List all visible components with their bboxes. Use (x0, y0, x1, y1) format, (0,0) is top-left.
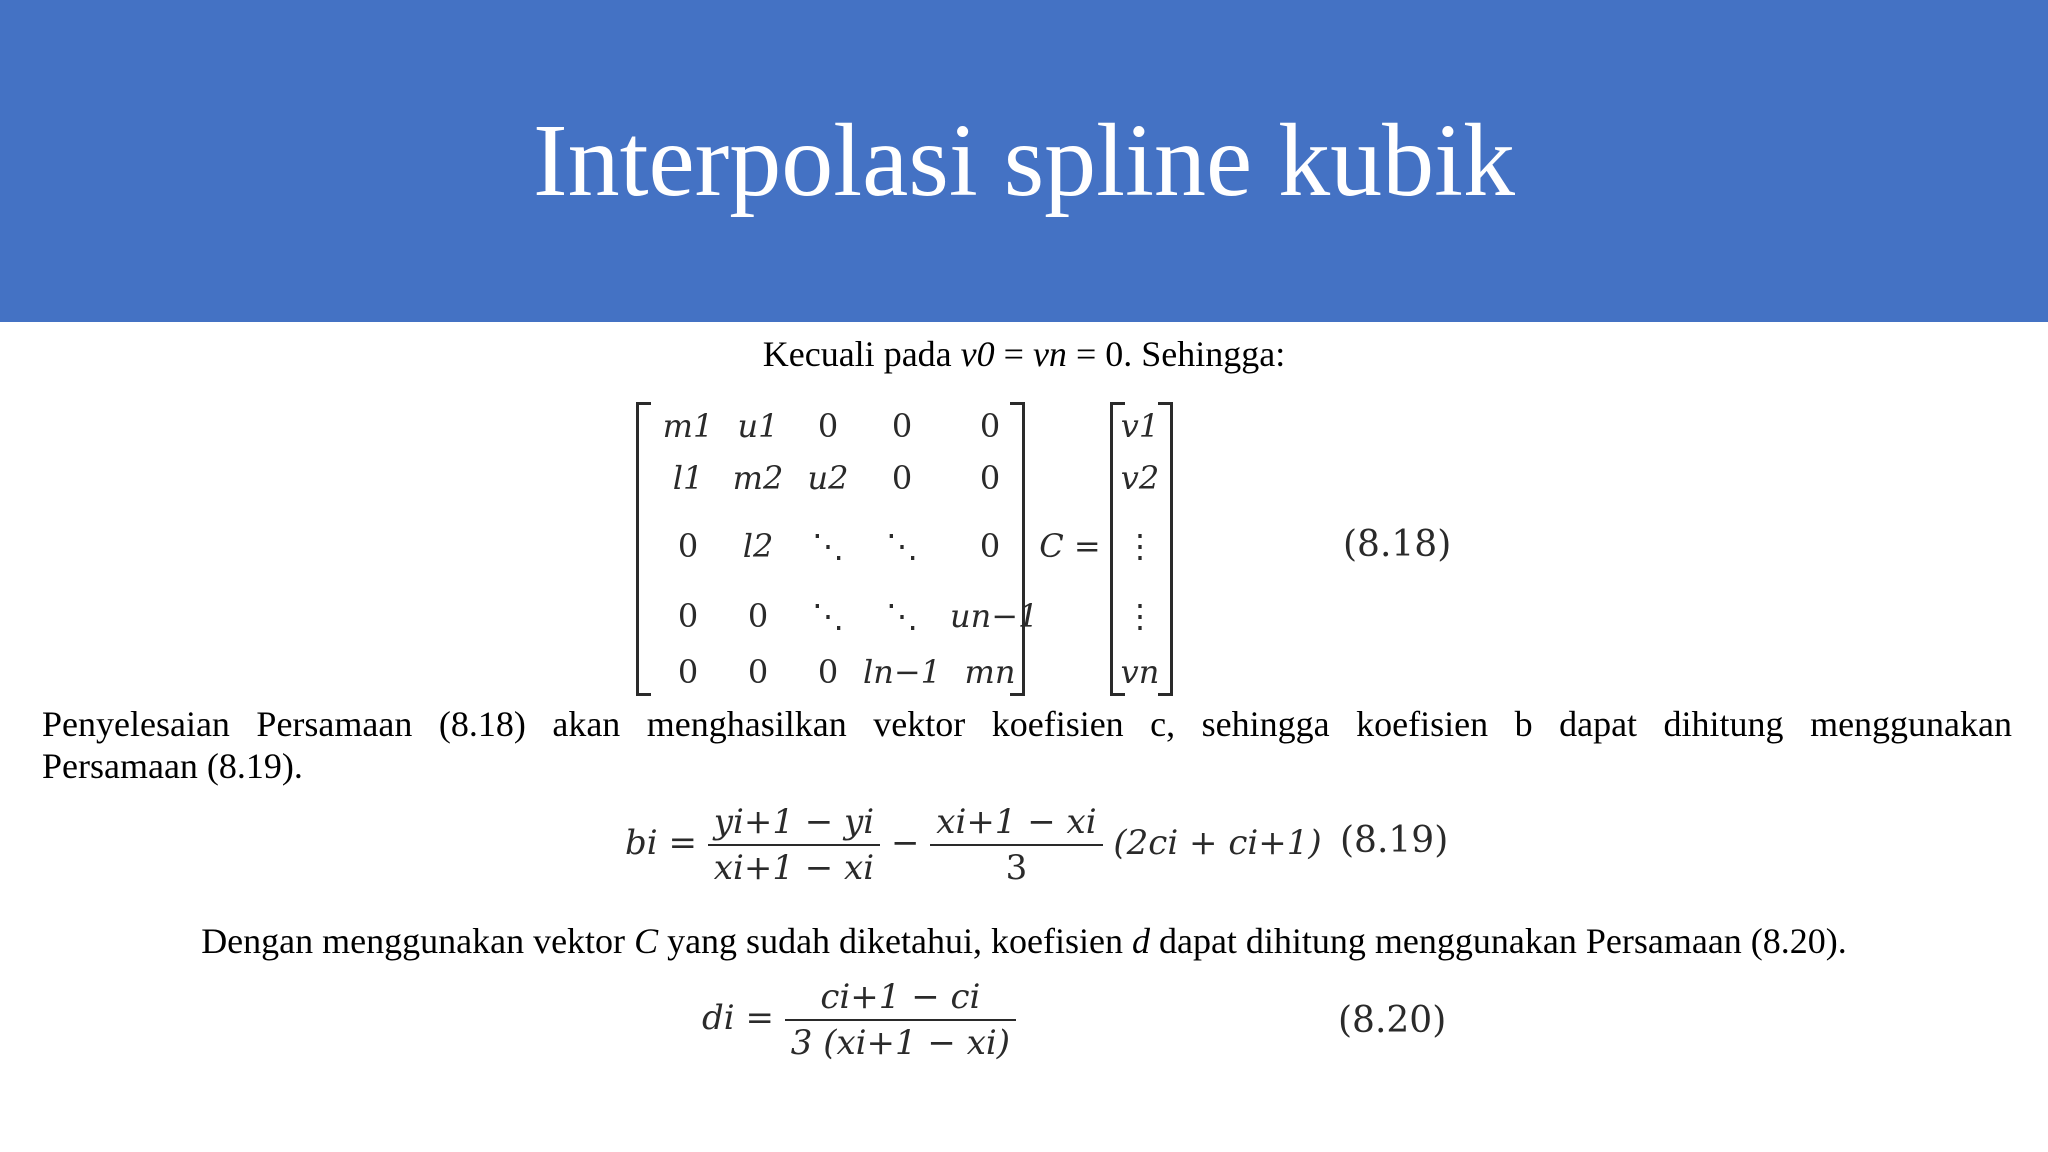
eq819-fraction-1: $\frac{yi+1 - yi}{xi+1 - xi}$ (708, 800, 880, 890)
matrix-cell-r2-c3: u2 (807, 459, 849, 497)
matrix-cell-r2-c1: l1 (672, 459, 704, 497)
equation-8-19: bi = $\frac{yi+1 - yi}{xi+1 - xi}$ − $\frac{xi+1 - xi}{3}$ (2ci + ci+1) (625, 802, 1322, 888)
matrix-cell-r4-c1: 0 (677, 597, 699, 635)
matrix-cell-r3-c2: l2 (742, 527, 774, 565)
intro-line: Kecuali pada v0 = vn = 0. Sehingga: (762, 334, 1286, 374)
matrix-cell-r4-c4: ⋱ (886, 597, 918, 635)
matrix-cell-r4-c3: ⋱ (812, 597, 844, 635)
paragraph-8-19-intro (42, 703, 2012, 787)
eq820-fraction: $\frac{ci+1 - ci}{3 (xi+1 - xi)}$ (785, 975, 1016, 1065)
equation-number-8-20: (8.20) (1338, 1000, 1447, 1041)
matrix-cell-r2-c2: m2 (732, 459, 784, 497)
matrix-cell-r2-c5: 0 (979, 459, 1001, 497)
vector-cell-2: v2 (1120, 459, 1160, 497)
slide-title: Interpolasi spline kubik (532, 103, 1516, 218)
matrix-cell-r5-c1: 0 (677, 653, 699, 691)
eq820-lhs: di = (702, 998, 774, 1038)
matrix-cell-r2-c4: 0 (891, 459, 913, 497)
matrix-cell-r1-c5: 0 (979, 407, 1001, 445)
matrix-cell-r3-c5: 0 (979, 527, 1001, 565)
matrix-cell-r3-c1: 0 (677, 527, 699, 565)
vector-cell-1: v1 (1120, 407, 1160, 445)
eq819-tail: (2ci + ci+1) (1113, 823, 1322, 863)
sentence-8-20-intro: Dengan menggunakan vektor C yang sudah diketahui, koefisien d dapat dihitung menggunakan Persamaan (8.20). (201, 921, 1847, 961)
eq819-lhs: bi = (625, 823, 697, 863)
matrix-cell-r3-c3: ⋱ (812, 527, 844, 565)
matrix-cell-r5-c2: 0 (747, 653, 769, 691)
matrix-cell-r1-c4: 0 (891, 407, 913, 445)
matrix-cell-r4-c5: un−1 (950, 597, 1039, 635)
matrix-cell-r4-c2: 0 (747, 597, 769, 635)
matrix-cell-r5-c4: ln−1 (862, 653, 941, 691)
vector-cell-4: ⋮ (1124, 597, 1156, 635)
matrix-cell-r1-c1: m1 (662, 407, 714, 445)
matrix-cell-r1-c3: 0 (817, 407, 839, 445)
paragraph-line-2: Persamaan (8.19). (42, 746, 303, 786)
matrix-equation-8-18 (620, 396, 1440, 696)
vector-cell-5: vn (1120, 653, 1160, 691)
equation-number-8-19: (8.19) (1340, 820, 1449, 861)
eq819-fraction-2: $\frac{xi+1 - xi}{3}$ (930, 800, 1102, 890)
paragraph-line-1: Penyelesaian Persamaan (8.18) akan menghasilkan vektor koefisien c, sehingga koefisien b dapat dihitung menggunakan (42, 704, 2012, 744)
matrix-cell-r5-c5: mn (964, 653, 1016, 691)
equation-8-20 (702, 975, 1016, 1065)
vector-cell-3: ⋮ (1124, 527, 1156, 565)
matrix-cell-r5-c3: 0 (817, 653, 839, 691)
c-equals-label: C = (1039, 527, 1101, 565)
matrix-cell-r1-c2: u1 (737, 407, 779, 445)
equation-number-8-18: (8.18) (1343, 524, 1452, 565)
matrix-cell-r3-c4: ⋱ (886, 527, 918, 565)
